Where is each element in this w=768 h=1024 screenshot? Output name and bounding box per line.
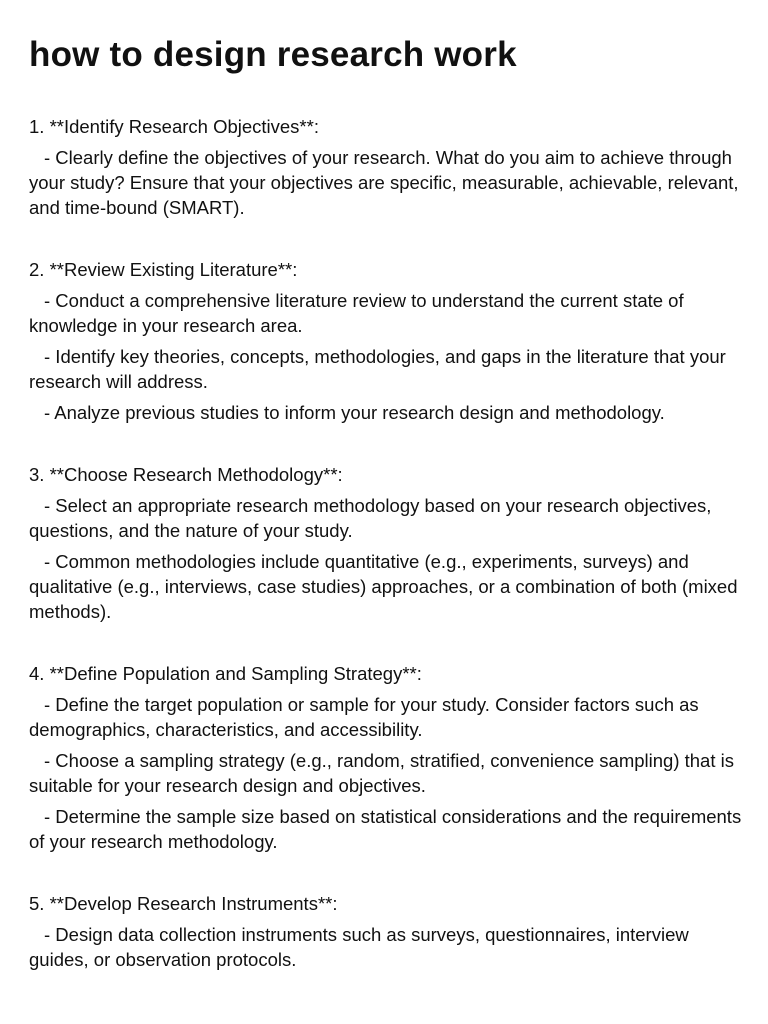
- section-paragraph: - Identify key theories, concepts, methodologies, and gaps in the literature that your research will address.: [29, 346, 726, 392]
- section-paragraph: - Determine the sample size based on statistical considerations and the requirements of your research methodology.: [29, 806, 742, 852]
- section-heading: 1. **Identify Research Objectives**:: [29, 116, 319, 137]
- section-population-sampling: [29, 661, 749, 854]
- document-title: how to design research work: [29, 35, 517, 74]
- section-heading: 2. **Review Existing Literature**:: [29, 259, 298, 280]
- section-paragraph: - Conduct a comprehensive literature review to understand the current state of knowledge in your research area.: [29, 290, 684, 336]
- section-paragraph: - Common methodologies include quantitative (e.g., experiments, surveys) and qualitative (e.g., interviews, case studies) approaches, or a combination of both (mixed methods).: [29, 551, 738, 622]
- section-choose-methodology: [29, 462, 749, 624]
- section-paragraph: - Define the target population or sample for your study. Consider factors such as demographics, characteristics, and accessibility.: [29, 694, 699, 740]
- section-heading: 3. **Choose Research Methodology**:: [29, 464, 343, 485]
- section-research-instruments: [29, 891, 749, 972]
- section-paragraph: - Choose a sampling strategy (e.g., random, stratified, convenience sampling) that is suitable for your research design and objectives.: [29, 750, 734, 796]
- section-paragraph: - Analyze previous studies to inform your research design and methodology.: [44, 402, 665, 423]
- section-paragraph: - Select an appropriate research methodology based on your research objectives, questions, and the nature of your study.: [29, 495, 712, 541]
- section-heading: 4. **Define Population and Sampling Strategy**:: [29, 663, 422, 684]
- document-page: [29, 34, 749, 1009]
- section-paragraph: - Design data collection instruments such as surveys, questionnaires, interview guides, or observation protocols.: [29, 924, 689, 970]
- section-identify-objectives: [29, 114, 749, 220]
- section-heading: 5. **Develop Research Instruments**:: [29, 893, 338, 914]
- section-paragraph: - Clearly define the objectives of your research. What do you aim to achieve through your study? Ensure that your objectives are specific, measurable, achievable, relevant, and time-bound (SMART).: [29, 147, 739, 218]
- section-review-literature: [29, 257, 749, 425]
